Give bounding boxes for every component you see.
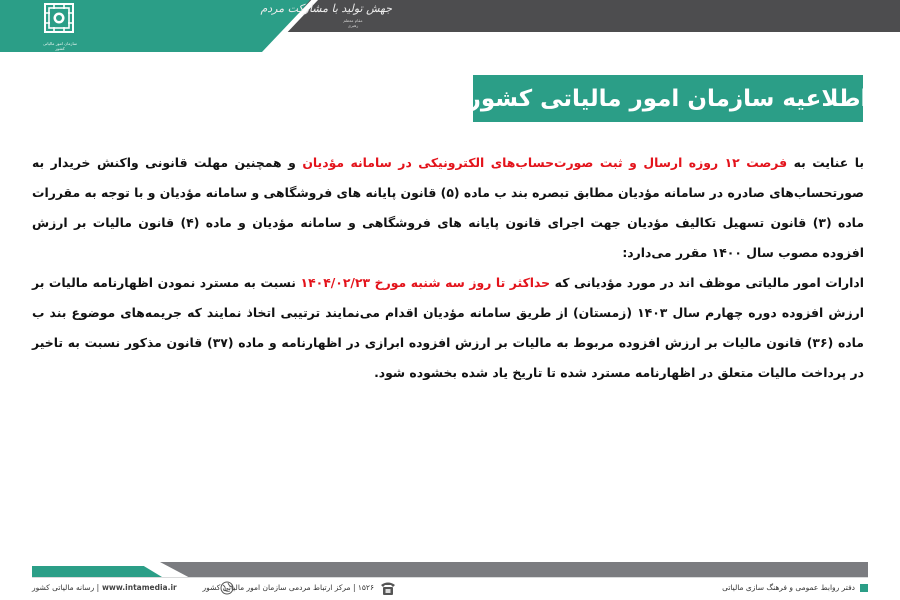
paragraph-1 <box>32 148 864 268</box>
paragraph-1-highlight: فرصت ۱۲ روزه ارسال و ثبت صورت‌حساب‌های الکترونیکی در سامانه مؤدیان <box>302 155 788 170</box>
telephone-icon <box>380 580 396 596</box>
header-slogan: جهش تولید با مشارکت مردم <box>260 2 392 15</box>
announcement-title-box <box>467 75 869 122</box>
paragraph-2-deadline-highlight: حداکثر تا روز سه شنبه مورخ ۱۴۰۴/۰۲/۲۳ <box>300 275 551 290</box>
footer-media-label: | رسانه مالیاتی کشور <box>32 583 100 592</box>
footer-department: دفتر روابط عمومی و فرهنگ سازی مالیاتی <box>722 583 855 592</box>
header-slogan-attribution: مقام معظم رهبری <box>343 18 363 28</box>
footer-gray-bar <box>160 562 868 577</box>
footer-call-center: ۱۵۲۶ | مرکز ارتباط مردمی سازمان امور مالیاتی کشور <box>202 583 374 592</box>
footer-divider <box>32 577 868 578</box>
header-banner <box>0 0 900 52</box>
globe-icon <box>220 581 234 595</box>
paragraph-1-text-a: با عنایت به <box>787 155 864 170</box>
logo-caption: سازمان امور مالیاتی کشور <box>42 41 78 51</box>
footer-website-link[interactable]: www.intamedia.ir <box>102 583 177 592</box>
paragraph-2-text-b: نسبت به مسترد نمودن اظهارنامه مالیات بر ارزش افزوده دوره چهارم سال ۱۴۰۳ (زمستان) از طریق سامانه مؤدیان اقدام می‌نمایند ترتیبی اتخاذ نمایند که جریمه‌های موضوع بند ب ماده (۳۶) قانون مالیات بر ارزش افزوده مربوط به مالیات بر ارزش افزوده ابرازی در اظهارنامه و ماده (۳۷) قانون مذکور نسبت به تاخیر در پرداخت مالیات متعلق در اظهارنامه مسترد شده تا تاریخ یاد شده بخشوده شود. <box>32 275 865 380</box>
footer-teal-bar <box>32 566 162 577</box>
tax-organization-logo-icon <box>44 3 74 41</box>
paragraph-2-text-a: ادارات امور مالیاتی موظف اند در مورد مؤدیانی که <box>550 275 864 290</box>
paragraph-2 <box>32 268 864 388</box>
footer <box>32 581 868 597</box>
department-square-icon <box>860 584 868 592</box>
announcement-title: اطلاعیه سازمان امور مالیاتی کشور <box>467 85 869 112</box>
paragraph-1-text-b: و همچنین مهلت قانونی واکنش خریدار به صورتحساب‌های صادره در سامانه مؤدیان مطابق تبصره بند ب ماده (۵) قانون پایانه های فروشگاهی و سامانه مؤدیان و با توجه به مقررات ماده (۳) قانون تسهیل تکالیف مؤدیان جهت اجرای قانون پایانه های فروشگاهی و سامانه مؤدیان و ماده (۴) قانون مالیات بر ارزش افزوده مصوب سال ۱۴۰۰ مقرر می‌دارد: <box>32 155 864 260</box>
announcement-body <box>32 148 864 388</box>
